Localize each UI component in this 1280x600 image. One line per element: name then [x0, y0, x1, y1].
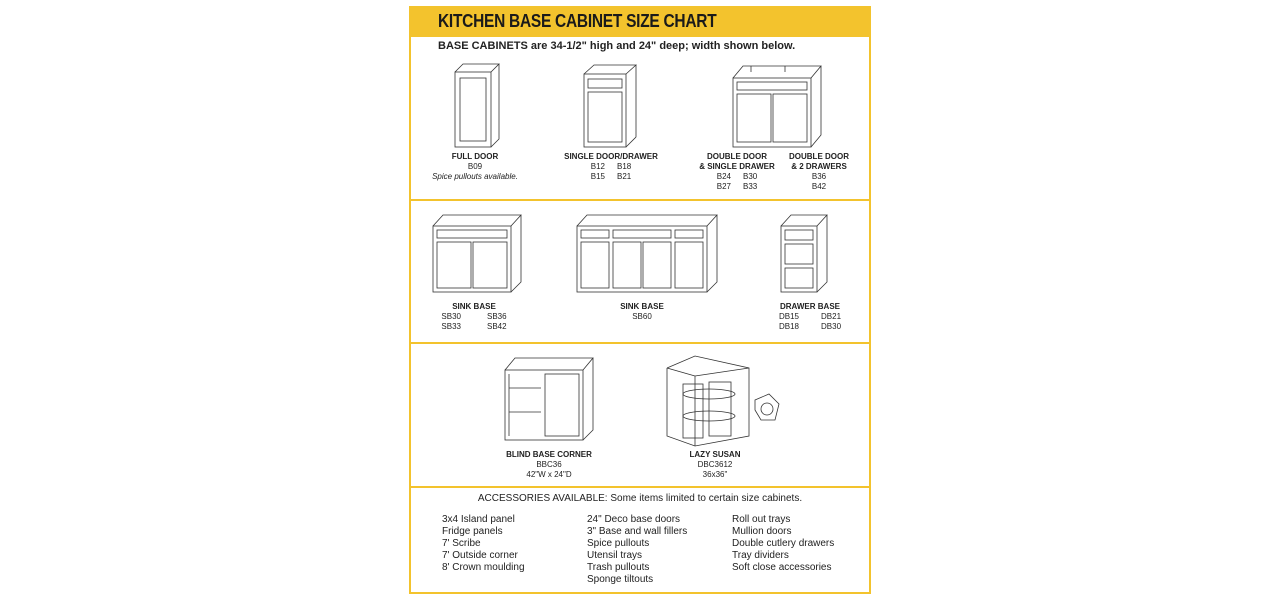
cabinet-code: B30	[743, 172, 758, 181]
lazy-susan-cabinet-drawing	[665, 354, 785, 446]
cabinet-code: DB30	[821, 322, 842, 331]
size-chart-sheet	[409, 6, 871, 594]
cabinet-codes	[551, 162, 671, 182]
double-door-cabinet-drawing	[731, 62, 831, 152]
accessory-item: Utensil trays	[587, 550, 643, 561]
cabinet-name: SINK BASE	[452, 302, 496, 311]
cabinet-code: DB15	[778, 312, 799, 321]
lazy-susan-label	[657, 450, 773, 480]
double-door-2-drawers-label	[771, 152, 867, 192]
chart-subtitle: BASE CABINETS are 34-1/2" high and 24" deep; width shown below.	[438, 40, 796, 52]
sink-base-cabinet-drawing	[431, 212, 531, 298]
accessory-item: 7' Scribe	[442, 538, 481, 549]
cabinet-name-line2: & SINGLE DRAWER	[699, 162, 775, 171]
sink-base-60-cabinet-drawing	[575, 212, 725, 298]
full-door-label	[415, 152, 535, 182]
cabinet-code: DBC3612	[697, 460, 733, 469]
accessory-item: Trash pullouts	[587, 562, 650, 573]
accessories-heading: ACCESSORIES AVAILABLE: Some items limited to certain size cabinets.	[477, 493, 803, 504]
cabinet-code: B09	[467, 162, 483, 171]
title-bar	[411, 8, 869, 37]
accessory-item: Double cutlery drawers	[732, 538, 835, 549]
cabinet-code: B42	[811, 182, 827, 191]
cabinet-codes	[419, 312, 529, 332]
section-divider	[411, 486, 869, 488]
chart-title: KITCHEN BASE CABINET SIZE CHART	[438, 11, 717, 31]
cabinet-name-line1: DOUBLE DOOR	[707, 152, 767, 161]
accessory-item: Mullion doors	[732, 526, 792, 537]
accessories-column-1	[442, 514, 525, 574]
cabinet-code: B15	[590, 172, 605, 181]
drawer-base-cabinet-drawing	[779, 212, 841, 298]
accessory-item: 3" Base and wall fillers	[587, 526, 688, 537]
cabinet-code: SB36	[487, 312, 507, 321]
blind-base-corner-cabinet-drawing	[503, 354, 603, 446]
cabinet-code: SB60	[632, 312, 652, 321]
cabinet-code: DB18	[778, 322, 799, 331]
cabinet-name: SINK BASE	[620, 302, 664, 311]
accessory-item: 24" Deco base doors	[587, 514, 681, 525]
blind-base-corner-label	[489, 450, 609, 480]
accessory-item: 8' Crown moulding	[442, 562, 525, 573]
accessory-item: Soft close accessories	[732, 562, 832, 573]
cabinet-name: LAZY SUSAN	[689, 450, 741, 459]
single-door-drawer-cabinet-drawing	[582, 62, 647, 152]
cabinet-name: FULL DOOR	[451, 152, 499, 161]
cabinet-code: BBC36	[536, 460, 562, 469]
cabinet-code: B33	[743, 182, 758, 191]
sink-base-60-label	[587, 302, 697, 322]
cabinet-code: SB33	[441, 322, 461, 331]
cabinet-name: SINGLE DOOR/DRAWER	[564, 152, 658, 161]
cabinet-code: SB30	[441, 312, 461, 321]
cabinet-name-line2: & 2 DRAWERS	[791, 162, 847, 171]
cabinet-code: B27	[716, 182, 731, 191]
accessory-item: Spice pullouts	[587, 538, 650, 549]
cabinet-code: B21	[617, 172, 632, 181]
accessory-item: Roll out trays	[732, 514, 791, 525]
full-door-cabinet-drawing	[453, 62, 513, 152]
accessory-item: 7' Outside corner	[442, 550, 518, 561]
cabinet-size: 42"W x 24"D	[526, 470, 572, 479]
cabinet-name: DRAWER BASE	[779, 302, 840, 311]
accessories-column-3	[732, 514, 834, 574]
cabinet-code: DB21	[821, 312, 842, 321]
accessory-item: Sponge tiltouts	[587, 574, 654, 585]
cabinet-code: B24	[716, 172, 731, 181]
accessories-column-2	[587, 514, 687, 586]
cabinet-name: BLIND BASE CORNER	[506, 450, 592, 459]
cabinet-code: B36	[811, 172, 827, 181]
cabinet-code: B12	[590, 162, 605, 171]
cabinet-note: Spice pullouts available.	[432, 172, 518, 181]
cabinet-codes	[755, 312, 865, 332]
section-divider	[411, 342, 869, 344]
accessory-item: 3x4 Island panel	[442, 514, 515, 525]
section-divider	[411, 199, 869, 201]
accessory-item: Tray dividers	[732, 550, 789, 561]
cabinet-size: 36x36"	[702, 470, 728, 479]
drawer-base-label	[755, 302, 865, 332]
sink-base-label	[419, 302, 529, 332]
accessory-item: Fridge panels	[442, 526, 503, 537]
cabinet-name-line1: DOUBLE DOOR	[789, 152, 849, 161]
single-door-drawer-label	[551, 152, 671, 182]
cabinet-code: B18	[617, 162, 632, 171]
cabinet-code: SB42	[487, 322, 507, 331]
